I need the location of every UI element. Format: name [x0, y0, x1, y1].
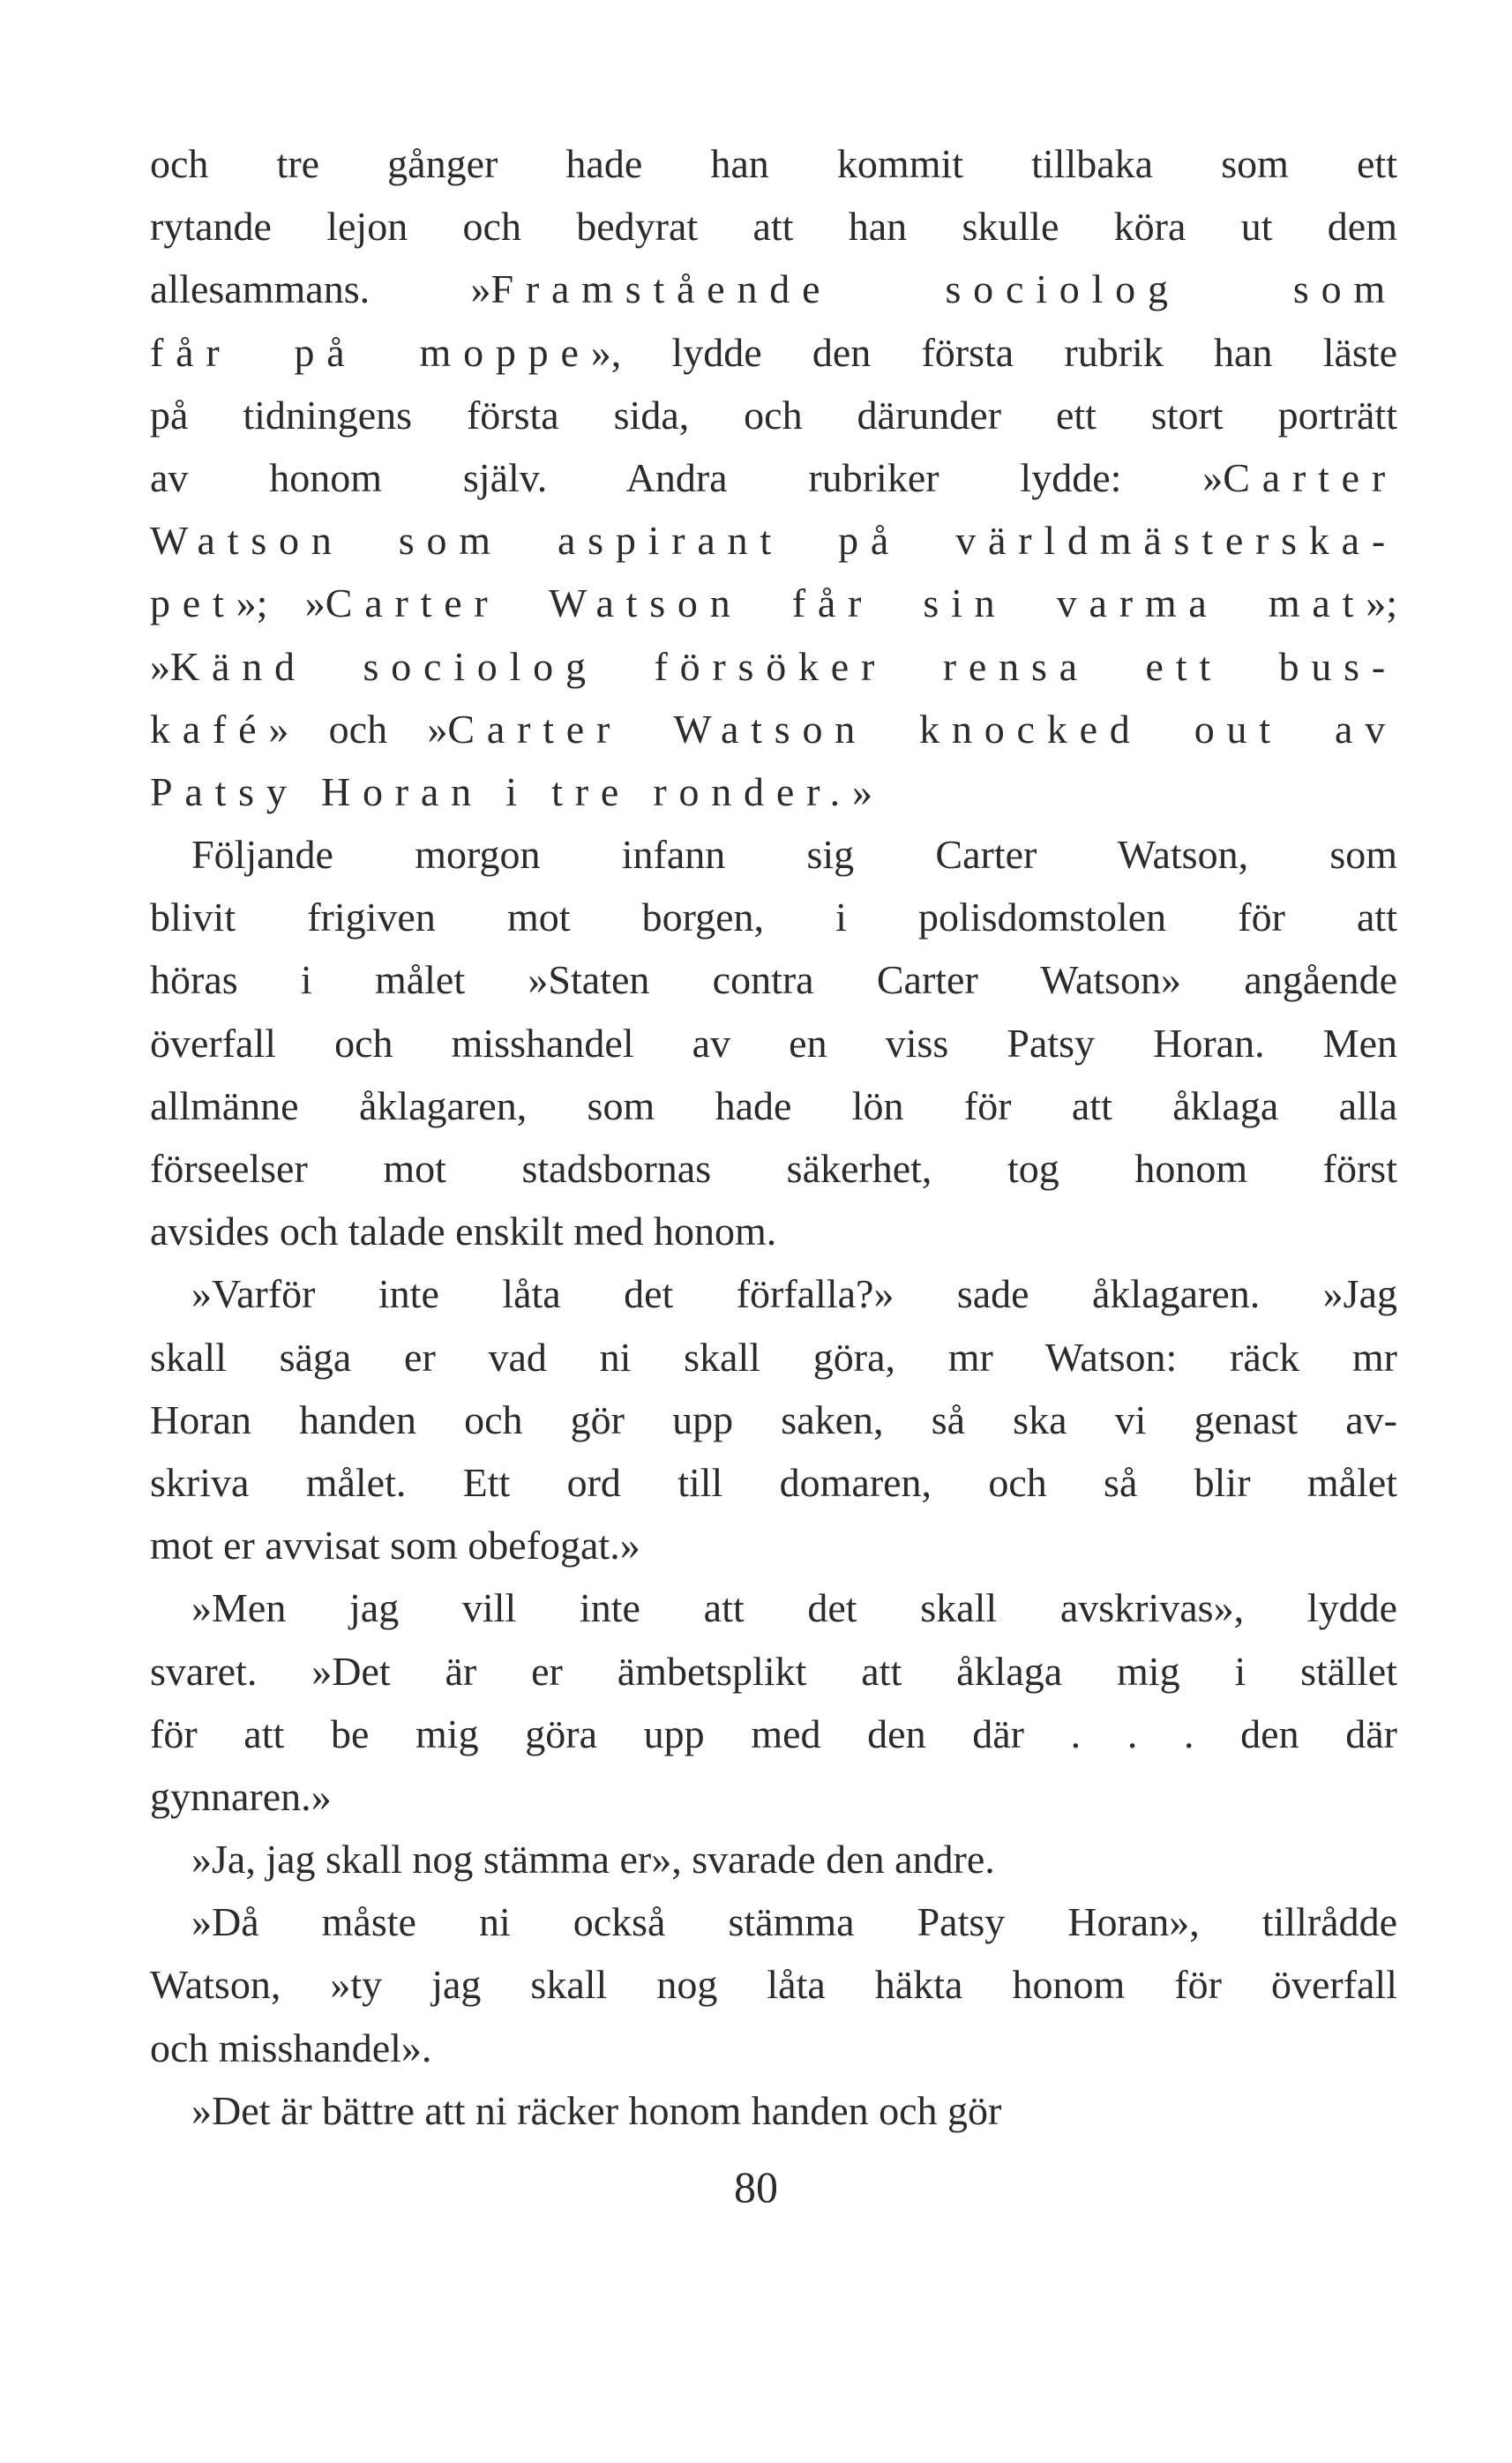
text-run: överfall och misshandel av en viss Patsy Horan. Men: [150, 1020, 1397, 1066]
text-line: [150, 1640, 1397, 1703]
page-number: 80: [734, 2162, 778, 2212]
text-line: [150, 1326, 1397, 1389]
spaced-text: Patsy Horan i tre ronder.: [150, 768, 852, 814]
text-run: »Det är bättre att ni räcker honom handen och gör: [191, 2087, 1002, 2133]
text-run: gynnaren.»: [150, 1773, 332, 1819]
text-line: [150, 1953, 1397, 2016]
text-line: [150, 1262, 1397, 1325]
text-run: allmänne åklagaren, som hade lön för att åklaga alla: [150, 1082, 1397, 1128]
text-run: »; »: [236, 580, 326, 626]
spaced-text: får på moppe: [150, 329, 591, 375]
text-run: »Ja, jag skall nog stämma er», svarade den andre.: [191, 1837, 995, 1883]
spaced-text: Framstående sociolog som: [490, 266, 1397, 312]
text-line: [150, 258, 1397, 320]
spaced-text: Watson som aspirant på världmästerska-: [150, 518, 1397, 564]
spaced-text: Carter Watson knocked out av: [447, 706, 1397, 752]
text-line: [150, 1012, 1397, 1074]
text-run: »Varför inte låta det förfalla?» sade åklagaren. »Jag: [191, 1271, 1397, 1317]
text-line: [150, 2017, 1397, 2079]
text-line: [150, 823, 1397, 886]
text-line: [150, 572, 1397, 634]
text-line: [150, 886, 1397, 948]
spaced-text: Känd sociolog försöker rensa ett bus-: [170, 643, 1397, 689]
text-run: skall säga er vad ni skall göra, mr Watson: räck mr: [150, 1334, 1397, 1380]
text-run: svaret. »Det är er ämbetsplikt att åklaga mig i stället: [150, 1648, 1397, 1694]
text-line: [150, 1200, 1397, 1262]
text-line: [150, 948, 1397, 1011]
text-run: på tidningens första sida, och därunder ett stort porträtt: [150, 392, 1397, 438]
text-run: »Men jag vill inte att det skall avskrivas», lydde: [191, 1585, 1397, 1631]
text-line: [150, 1074, 1397, 1137]
text-run: förseelser mot stadsbornas säkerhet, tog honom först: [150, 1146, 1397, 1191]
page-text: [150, 132, 1397, 2142]
text-run: Följande morgon infann sig Carter Watson, som: [191, 832, 1397, 878]
text-line: [150, 1890, 1397, 1953]
text-line: [150, 1576, 1397, 1639]
text-run: »Då måste ni också stämma Patsy Horan», tillrådde: [191, 1899, 1397, 1945]
spaced-text: kafé: [150, 706, 269, 752]
text-line: [150, 384, 1397, 446]
text-run: för att be mig göra upp med den där . . . den där: [150, 1711, 1397, 1756]
text-run: av honom själv. Andra rubriker lydde: »: [150, 454, 1224, 500]
text-run: mot er avvisat som obefogat.»: [150, 1523, 640, 1568]
text-line: [150, 1389, 1397, 1451]
text-line: [150, 1514, 1397, 1576]
text-line: [150, 321, 1397, 384]
text-line: [150, 1765, 1397, 1828]
text-line: [150, 1137, 1397, 1200]
text-run: och tre gånger hade han kommit tillbaka som ett: [150, 141, 1397, 186]
text-run: allesammans. »: [150, 266, 491, 312]
text-line: [150, 1703, 1397, 1765]
spaced-text: pet: [150, 580, 236, 626]
spaced-text: Carter Watson får sin varma mat: [325, 580, 1366, 626]
text-line: [150, 2079, 1397, 2142]
text-run: Watson, »ty jag skall nog låta häkta honom för överfall: [150, 1962, 1397, 2008]
text-run: avsides och talade enskilt med honom.: [150, 1209, 777, 1254]
text-run: skriva målet. Ett ord till domaren, och så blir målet: [150, 1459, 1397, 1505]
text-line: [150, 760, 1397, 823]
text-run: blivit frigiven mot borgen, i polisdomstolen för att: [150, 895, 1397, 940]
text-line: [150, 509, 1397, 572]
text-line: [150, 446, 1397, 509]
text-line: [150, 195, 1397, 258]
spaced-text: Carter: [1223, 454, 1397, 500]
text-line: [150, 132, 1397, 195]
text-line: [150, 1451, 1397, 1514]
text-line: [150, 1828, 1397, 1890]
text-run: Horan handen och gör upp saken, så ska vi genast av-: [150, 1396, 1397, 1442]
text-line: [150, 635, 1397, 698]
text-run: » och »: [268, 706, 448, 752]
text-run: »: [851, 768, 872, 814]
text-run: »: [150, 643, 170, 689]
text-run: »;: [1366, 580, 1397, 626]
text-run: rytande lejon och bedyrat att han skulle köra ut dem: [150, 204, 1397, 250]
text-run: », lydde den första rubrik han läste: [590, 329, 1397, 375]
text-line: [150, 698, 1397, 760]
text-run: och misshandel».: [150, 2025, 432, 2070]
text-run: höras i målet »Staten contra Carter Watson» angående: [150, 957, 1397, 1003]
